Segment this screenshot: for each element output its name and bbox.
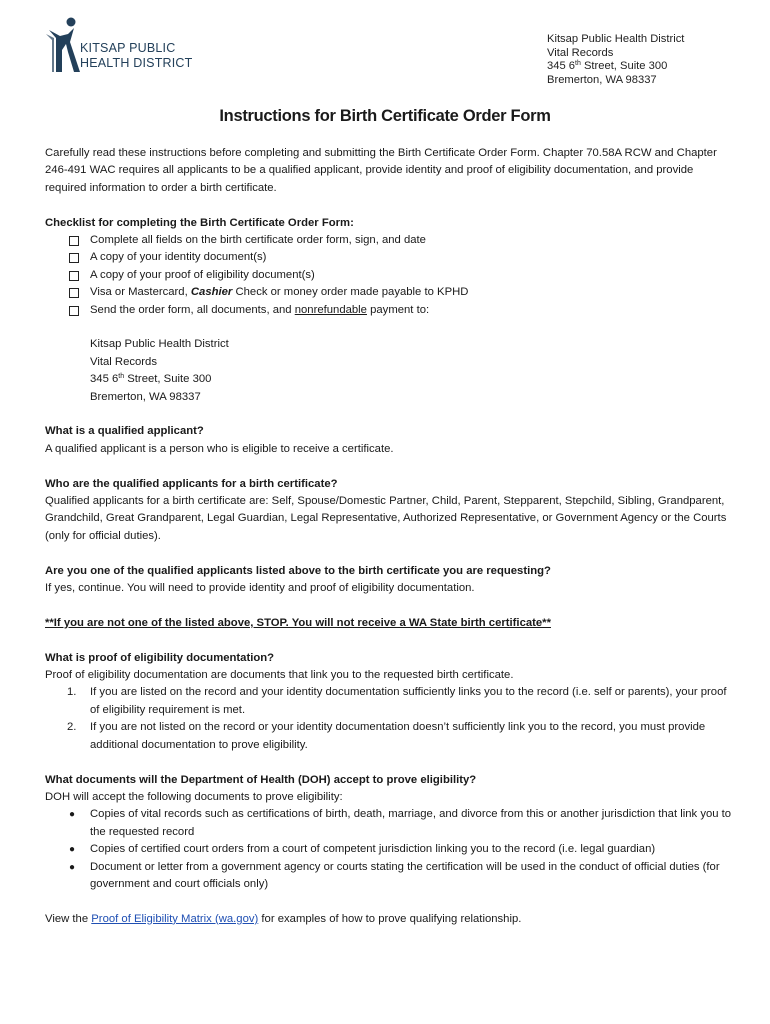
bullet-icon: ●: [69, 861, 76, 873]
footer-text: View the Proof of Eligibility Matrix (wa.gov) for examples of how to prove qualifying relationship.: [45, 912, 522, 925]
eligibility-matrix-link[interactable]: Proof of Eligibility Matrix (wa.gov): [91, 912, 259, 925]
page-title: Instructions for Birth Certificate Order Form: [219, 107, 551, 125]
person-figure-logo-icon: [44, 16, 84, 76]
header-address-line: Kitsap Public Health District: [547, 33, 685, 45]
section-heading: What is proof of eligibility documentation?: [45, 651, 275, 664]
checkbox-icon: [69, 253, 79, 263]
list-item: ● Document or letter from a government agency or courts stating the certification will be used in the conduct of official duties (for government and court officials only): [69, 860, 720, 890]
header-address: [547, 33, 684, 87]
checklist-item: A copy of your proof of eligibility document(s): [45, 267, 735, 284]
kitsap-logo: [44, 16, 204, 76]
section-text: If yes, continue. You will need to provide identity and proof of eligibility documentation.: [45, 582, 475, 595]
section-heading: Who are the qualified applicants for a birth certificate?: [45, 477, 338, 490]
checklist-item: Complete all fields on the birth certificate order form, sign, and date: [45, 232, 735, 249]
checkbox-icon: [69, 288, 79, 298]
stop-warning: **If you are not one of the listed above, STOP. You will not receive a WA State birth certificate**: [45, 616, 551, 629]
logo-text: [80, 41, 193, 71]
section-text: A qualified applicant is a person who is eligible to receive a certificate.: [45, 442, 394, 455]
list-item: 2. If you are not listed on the record or your identity documentation doesn’t sufficiently link you to the record, you must provide additional documentation to prove eligibility.: [67, 721, 706, 751]
section-text: Qualified applicants for a birth certificate are: Self, Spouse/Domestic Partner, Child, Parent, Stepparent, Stepchild, Sibling, Grandparent, Grandchild, Great Grandparent, Legal Guardian, Legal Representative, Authorized Representative, or Government Agency or the Courts (only for official duties).: [45, 495, 727, 542]
header-address-line: 345 6th Street, Suite 300: [547, 60, 668, 73]
logo-line-1: KITSAP PUBLIC: [80, 41, 176, 55]
bullet-list: [45, 806, 735, 893]
section-text: DOH will accept the following documents to prove eligibility:: [45, 790, 343, 803]
checkbox-icon: [69, 236, 79, 246]
bullet-icon: ●: [69, 809, 76, 821]
list-item: 1. If you are listed on the record and your identity documentation sufficiently links you to the record (i.e. self or parents), your proof of eligibility requirement is met.: [67, 686, 727, 716]
list-item: ● Copies of vital records such as certifications of birth, death, marriage, and divorce from this or another jurisdiction that link you to the requested record: [69, 808, 732, 838]
checklist-item: A copy of your identity document(s): [45, 249, 735, 266]
section-heading: Are you one of the qualified applicants listed above to the birth certificate you are requesting?: [45, 564, 551, 577]
numbered-list: [45, 684, 735, 754]
intro-paragraph: Carefully read these instructions before completing and submitting the Birth Certificate Order Form. Chapter 70.58A RCW and Chapter 246-491 WAC requires all applicants to be a qualified applicant, provide identity and proof of eligibility documentation, and provide required information to order a birth certificate.: [45, 147, 717, 194]
checkbox-icon: [69, 271, 79, 281]
checklist-heading: Checklist for completing the Birth Certificate Order Form:: [45, 216, 354, 229]
logo-line-2: HEALTH DISTRICT: [80, 56, 193, 70]
section-text: Proof of eligibility documentation are documents that link you to the requested birth certificate.: [45, 669, 514, 682]
checklist-item: Send the order form, all documents, and nonrefundable payment to:: [45, 302, 735, 319]
section-heading: What is a qualified applicant?: [45, 425, 204, 438]
checklist-item: Visa or Mastercard, Cashier Check or money order made payable to KPHD: [45, 284, 735, 301]
list-item: ● Copies of certified court orders from a court of competent jurisdiction linking you to the record (i.e. legal guardian): [45, 841, 735, 858]
header-address-line: Vital Records: [547, 46, 614, 59]
section-heading: What documents will the Department of Health (DOH) accept to prove eligibility?: [45, 773, 477, 786]
mailing-address: Kitsap Public Health District Vital Records 345 6th Street, Suite 300 Bremerton, WA 98337: [90, 338, 229, 403]
document-body: [45, 145, 735, 928]
checklist: [45, 232, 735, 319]
checkbox-icon: [69, 306, 79, 316]
header-address-line: Bremerton, WA 98337: [547, 73, 657, 86]
bullet-icon: ●: [69, 844, 76, 856]
